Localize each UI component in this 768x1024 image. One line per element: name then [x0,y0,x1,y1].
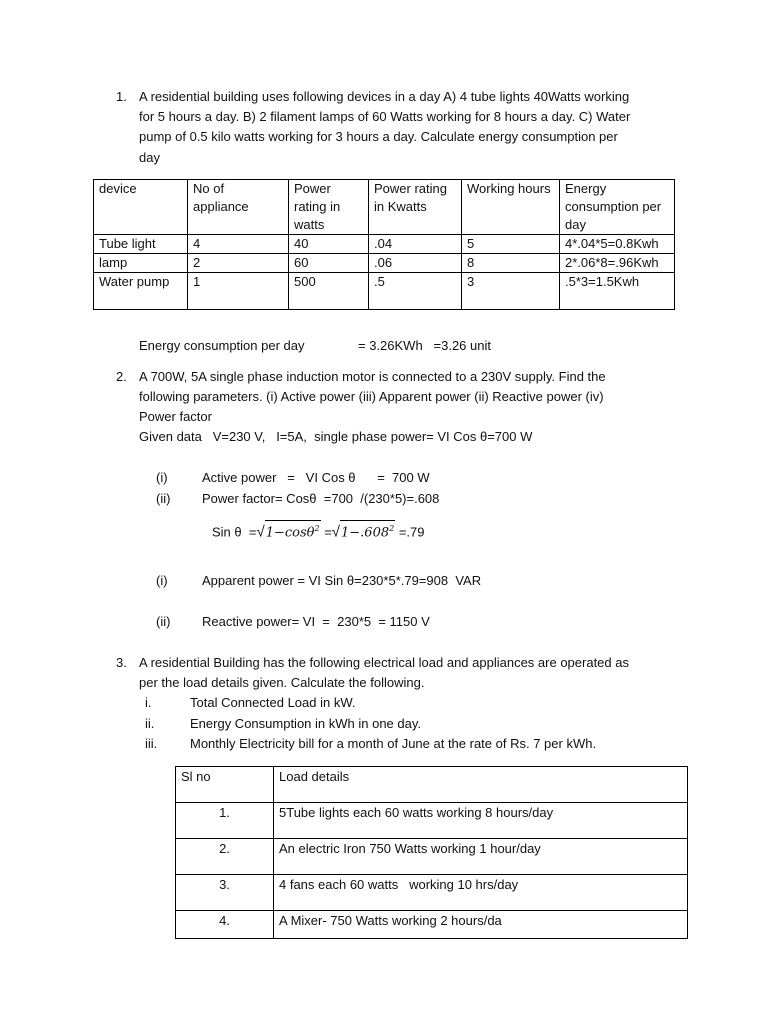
header-power-kwatts: Power rating in Kwatts [369,180,462,235]
cell: 60 [289,254,369,273]
cell: 500 [289,273,369,310]
q3-item-label: i. [145,695,152,710]
cell-sl-no: 3. [176,875,274,911]
cell: .5*3=1.5Kwh [560,273,675,310]
q2-step-label: (i) [156,573,168,588]
q2-sin-formula [212,520,425,542]
table-row [176,803,688,839]
q1-text-line-2: for 5 hours a day. B) 2 filament lamps of 60 Watts working for 8 hours a day. C) Water [139,109,631,124]
q2-given-data: Given data V=230 V, I=5A, single phase power= VI Cos θ=700 W [139,429,533,444]
q2-number: 2. [116,369,127,384]
q1-summary-label: Energy consumption per day [139,338,305,353]
cell: 2*.06*8=.96Kwh [560,254,675,273]
header-sl-no: Sl no [176,767,274,803]
table-header-row [94,180,675,235]
sqrt-icon: √ [331,523,341,541]
cell: Water pump [94,273,188,310]
cell-sl-no: 4. [176,911,274,939]
table-row [94,254,675,273]
cell: 4 [188,235,289,254]
q1-text-line-4: day [139,150,160,165]
q1-number: 1. [116,89,127,104]
sin-lhs: Sin θ = [212,524,257,540]
q2-step-label: (ii) [156,614,171,629]
header-no-of-appliance: No of appliance [188,180,289,235]
cell: 40 [289,235,369,254]
cell: .06 [369,254,462,273]
q3-item-text: Energy Consumption in kWh in one day. [190,716,421,731]
cell: .5 [369,273,462,310]
q3-number: 3. [116,655,127,670]
radicand-1-text: 1−cosθ [265,525,315,541]
q3-text-line-1: A residential Building has the following electrical load and appliances are operated as [139,655,629,670]
sin-radicand-1 [265,520,321,540]
q2-step-active-power: Active power = VI Cos θ = 700 W [202,470,430,485]
cell: .04 [369,235,462,254]
table-row [176,839,688,875]
radicand-1-exponent: 2 [314,524,320,533]
header-energy-consumption: Energy consumption per day [560,180,675,235]
table-row [176,875,688,911]
q3-item-label: iii. [145,736,158,751]
q2-step-apparent-power: Apparent power = VI Sin θ=230*5*.79=908 VAR [202,573,482,588]
header-load-details: Load details [274,767,688,803]
cell: 8 [462,254,560,273]
table-row [176,911,688,939]
cell-sl-no: 2. [176,839,274,875]
cell: 4*.04*5=0.8Kwh [560,235,675,254]
header-power-watts: Power rating in watts [289,180,369,235]
q3-item-label: ii. [145,716,155,731]
q1-text-line-3: pump of 0.5 kilo watts working for 3 hours a day. Calculate energy consumption per [139,129,618,144]
q1-summary-value: = 3.26KWh =3.26 unit [358,338,491,353]
cell-load-details: A Mixer- 750 Watts working 2 hours/da [274,911,688,939]
q2-step-power-factor: Power factor= Cosθ =700 /(230*5)=.608 [202,491,440,506]
q3-item-text: Total Connected Load in kW. [190,695,356,710]
header-working-hours: Working hours [462,180,560,235]
cell: Tube light [94,235,188,254]
cell: 5 [462,235,560,254]
sin-equals: = [324,524,332,540]
radicand-2-text: 1−.608 [341,525,390,541]
table-row [94,273,675,310]
q3-load-table [175,766,688,939]
q2-step-label: (ii) [156,491,171,506]
q3-item-text: Monthly Electricity bill for a month of June at the rate of Rs. 7 per kWh. [190,736,597,751]
q1-energy-table [93,179,675,310]
q2-text-line-3: Power factor [139,409,212,424]
cell: 3 [462,273,560,310]
sin-result: =.79 [398,524,425,540]
q2-step-reactive-power: Reactive power= VI = 230*5 = 1150 V [202,614,430,629]
cell: lamp [94,254,188,273]
table-header-row [176,767,688,803]
cell-sl-no: 1. [176,803,274,839]
radicand-2-exponent: 2 [389,524,395,533]
cell-load-details: 4 fans each 60 watts working 10 hrs/day [274,875,688,911]
cell-load-details: 5Tube lights each 60 watts working 8 hours/day [274,803,688,839]
q2-step-label: (i) [156,470,168,485]
q3-text-line-2: per the load details given. Calculate the following. [139,675,425,690]
q2-text-line-1: A 700W, 5A single phase induction motor is connected to a 230V supply. Find the [139,369,606,384]
sin-radicand-2 [340,520,395,540]
sqrt-icon: √ [256,523,265,541]
table-row [94,235,675,254]
cell-load-details: An electric Iron 750 Watts working 1 hour/day [274,839,688,875]
header-device: device [94,180,188,235]
q2-text-line-2: following parameters. (i) Active power (iii) Apparent power (ii) Reactive power (iv) [139,389,604,404]
cell: 1 [188,273,289,310]
q1-text-line-1: A residential building uses following devices in a day A) 4 tube lights 40Watts working [139,89,630,104]
cell: 2 [188,254,289,273]
